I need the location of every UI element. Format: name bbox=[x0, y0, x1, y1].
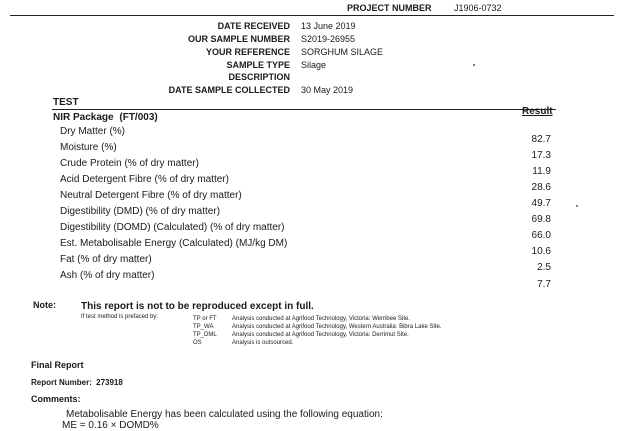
meta-value-sample-number: S2019-26955 bbox=[301, 34, 356, 44]
meta-label-date-collected: DATE SAMPLE COLLECTED bbox=[168, 85, 290, 95]
report-number-value: 273918 bbox=[96, 378, 123, 387]
meta-value-your-reference: SORGHUM SILAGE bbox=[301, 47, 384, 57]
test-label-me: Est. Metabolisable Energy (Calculated) (MJ/kg DM) bbox=[60, 238, 288, 249]
meta-label-sample-number: OUR SAMPLE NUMBER bbox=[187, 34, 290, 44]
comments-text: Metabolisable Energy has been calculated using the following equation: bbox=[66, 409, 383, 420]
prefix-code-dml: TP_DML bbox=[193, 332, 217, 338]
meta-label-sample-type: SAMPLE TYPE bbox=[226, 60, 290, 70]
result-header: Result bbox=[522, 106, 553, 117]
report-number-label: Report Number: bbox=[31, 378, 92, 387]
meta-value-date-collected: 30 May 2019 bbox=[301, 85, 354, 95]
meta-label-description: DESCRIPTION bbox=[228, 72, 290, 82]
speck-mark bbox=[576, 205, 578, 207]
test-label-ash: Ash (% of dry matter) bbox=[60, 270, 155, 281]
test-value-moisture: 17.3 bbox=[531, 150, 551, 161]
note-text: This report is not to be reproduced except in full. bbox=[81, 301, 314, 312]
package-code: (FT/003) bbox=[119, 112, 158, 123]
prefix-desc-tp: Analysis conducted at Agrifood Technology, Victoria: Werribee Site. bbox=[232, 316, 410, 322]
prefix-intro: If test method is prefaced by: bbox=[81, 314, 159, 320]
prefix-desc-dml: Analysis conducted at Agrifood Technology, Victoria: Derrimut Site. bbox=[232, 332, 409, 338]
prefix-desc-os: Analysis is outsourced. bbox=[232, 340, 294, 346]
project-number-value: J1906-0732 bbox=[454, 3, 502, 13]
test-value-dry-matter: 82.7 bbox=[531, 134, 551, 145]
test-value-fat: 2.5 bbox=[537, 262, 551, 273]
meta-label-date-received: DATE RECEIVED bbox=[217, 21, 290, 31]
meta-value-date-received: 13 June 2019 bbox=[301, 21, 356, 31]
equation-text: ME = 0.16 × DOMD% bbox=[62, 420, 159, 431]
final-report-heading: Final Report bbox=[31, 360, 84, 370]
comments-label: Comments: bbox=[31, 394, 81, 404]
test-header-rule bbox=[52, 109, 556, 110]
project-number-label: PROJECT NUMBER bbox=[347, 3, 432, 13]
test-label-moisture: Moisture (%) bbox=[60, 142, 117, 153]
test-value-domd: 66.0 bbox=[531, 230, 551, 241]
test-label-adf: Acid Detergent Fibre (% of dry matter) bbox=[60, 174, 229, 185]
test-value-me: 10.6 bbox=[531, 246, 551, 257]
test-value-ash: 7.7 bbox=[537, 279, 551, 290]
package-name: NIR Package bbox=[53, 112, 114, 123]
test-value-crude-protein: 11.9 bbox=[532, 166, 551, 177]
speck-mark bbox=[473, 64, 475, 66]
meta-value-sample-type: Silage bbox=[301, 60, 327, 70]
test-value-ndf: 49.7 bbox=[531, 198, 551, 209]
test-label-dry-matter: Dry Matter (%) bbox=[60, 126, 125, 137]
meta-label-your-reference: YOUR REFERENCE bbox=[205, 47, 290, 57]
prefix-code-tp: TP or FT bbox=[193, 316, 217, 322]
report-number bbox=[31, 378, 123, 387]
test-label-domd: Digestibility (DOMD) (Calculated) (% of dry matter) bbox=[60, 222, 285, 233]
test-label-ndf: Neutral Detergent Fibre (% of dry matter) bbox=[60, 190, 242, 201]
prefix-code-wa: TP_WA bbox=[193, 324, 214, 330]
prefix-code-os: OS bbox=[193, 340, 202, 346]
test-header: TEST bbox=[53, 97, 79, 108]
header-rule bbox=[10, 15, 614, 16]
package-label bbox=[53, 112, 158, 123]
test-value-adf: 28.6 bbox=[531, 182, 551, 193]
test-label-crude-protein: Crude Protein (% of dry matter) bbox=[60, 158, 199, 169]
note-label: Note: bbox=[33, 300, 56, 310]
test-label-fat: Fat (% of dry matter) bbox=[60, 254, 152, 265]
test-value-dmd: 69.8 bbox=[531, 214, 551, 225]
prefix-desc-wa: Analysis conducted at Agrifood Technology, Western Australia: Bibra Lake Site. bbox=[232, 324, 442, 330]
test-label-dmd: Digestibility (DMD) (% of dry matter) bbox=[60, 206, 221, 217]
